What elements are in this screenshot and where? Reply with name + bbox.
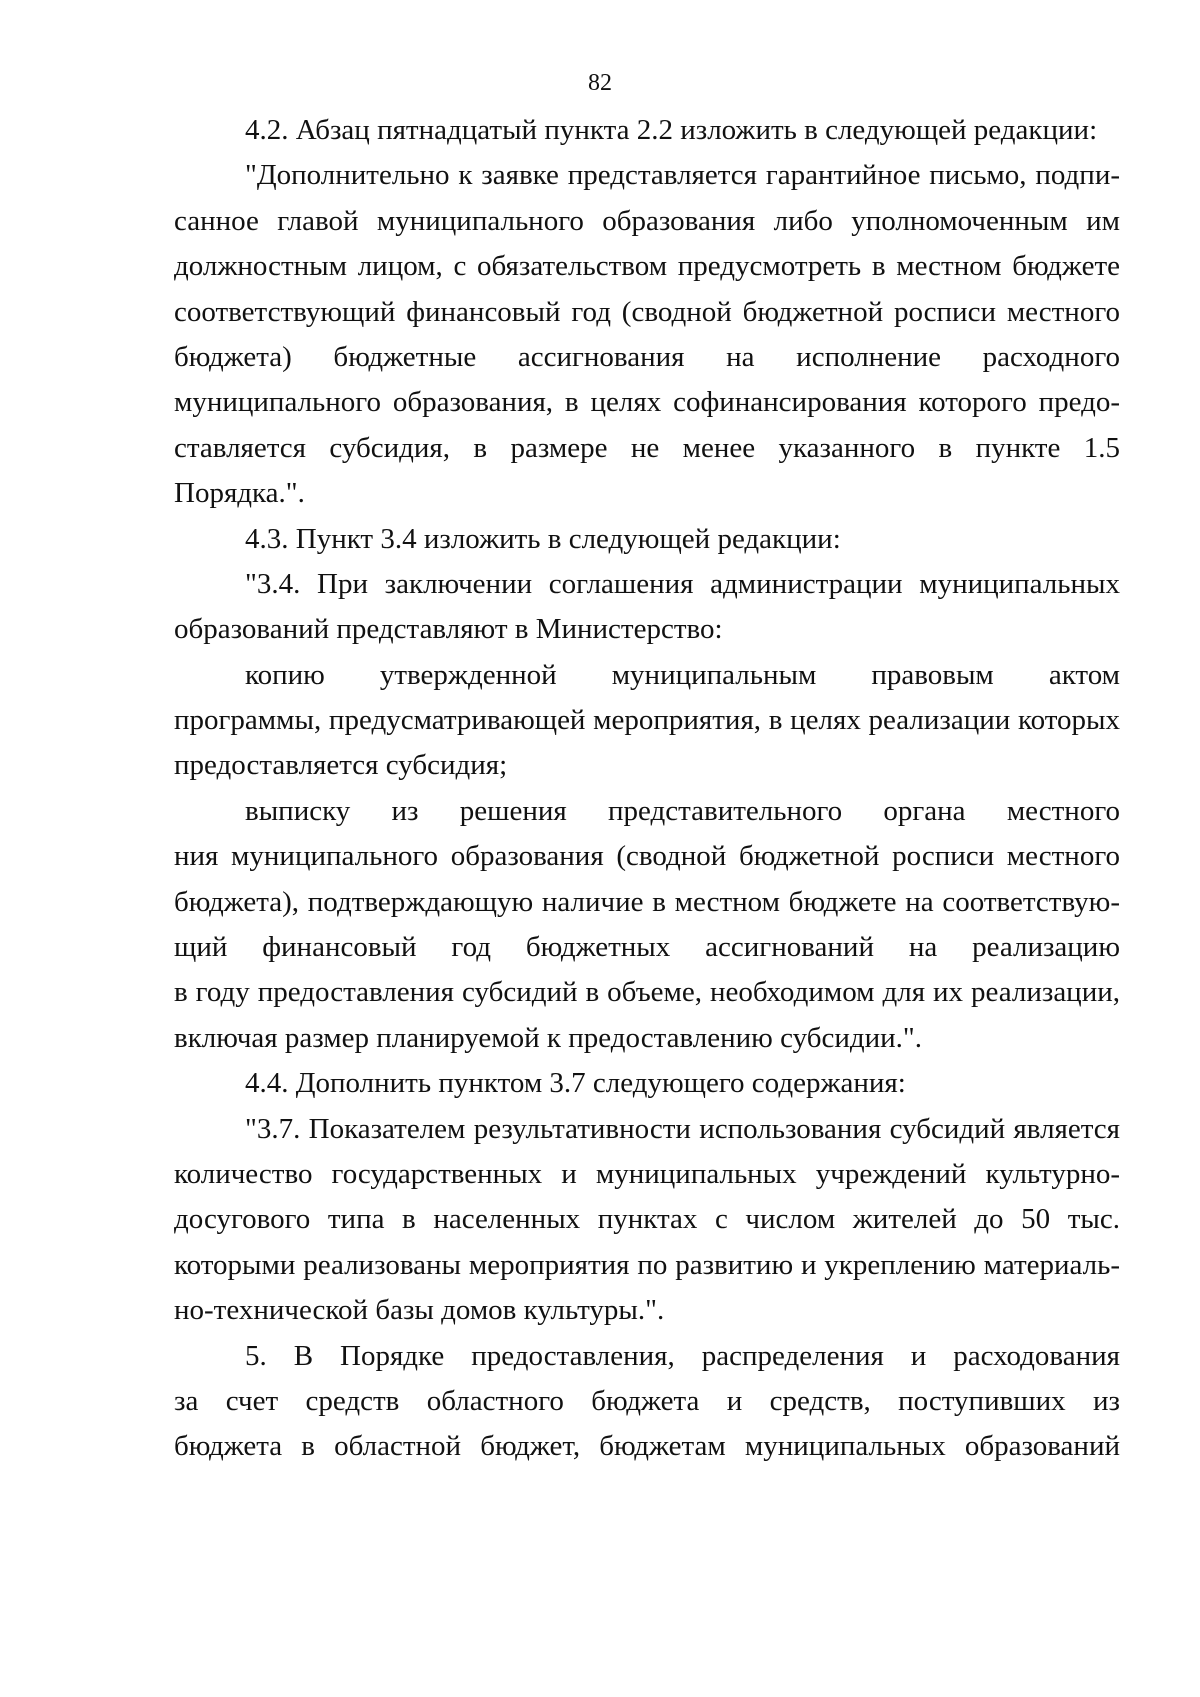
text-line: ставляется субсидия, в размере не менее указанного в пункте 1.5 [174, 431, 1120, 464]
text-line: бюджета) бюджетные ассигнования на исполнение расходного [174, 340, 1120, 373]
text-line: 4.3. Пункт 3.4 изложить в следующей редакции: [245, 522, 841, 555]
text-line: программы, предусматривающей мероприятия, в целях реализации которых [174, 704, 1120, 737]
text-line: санное главой муниципального образования либо уполномоченным им [174, 204, 1120, 237]
text-line: выписку из решения представительного органа местного [245, 794, 1120, 827]
text-line: щий финансовый год бюджетных ассигнований на реализацию [174, 931, 1120, 964]
text-line: досугового типа в населенных пунктах с числом жителей до 50 тыс. [174, 1203, 1120, 1236]
text-line: "Дополнительно к заявке представляется гарантийное письмо, подпи- [245, 159, 1120, 192]
document-body [174, 108, 1120, 1470]
text-line: но-технической базы домов культуры.". [174, 1294, 665, 1327]
text-line: 4.4. Дополнить пунктом 3.7 следующего содержания: [245, 1067, 906, 1100]
text-line: образований представляют в Министерство: [174, 613, 723, 646]
text-line: соответствующий финансовый год (сводной бюджетной росписи местного [174, 295, 1120, 328]
page-number: 82 [588, 70, 612, 96]
text-line: "3.4. При заключении соглашения администрации муниципальных [245, 567, 1120, 600]
text-line: "3.7. Показателем результативности использования субсидий является [245, 1112, 1120, 1145]
text-line: количество государственных и муниципальных учреждений культурно- [174, 1157, 1120, 1190]
text-line: за счет средств областного бюджета и средств, поступивших из [174, 1384, 1120, 1417]
text-line: муниципального образования, в целях софинансирования которого предо- [174, 386, 1120, 419]
text-line: бюджета), подтверждающую наличие в местном бюджете на соответствую- [174, 885, 1120, 918]
text-line: должностным лицом, с обязательством предусмотреть в местном бюджете [174, 250, 1120, 283]
text-line: предоставляется субсидия; [174, 749, 508, 782]
text-line: копию утвержденной муниципальным правовым актом [245, 658, 1120, 691]
text-line: которыми реализованы мероприятия по развитию и укреплению материаль- [174, 1248, 1120, 1281]
text-line: в году предоставления субсидий в объеме, необходимом для их реализации, [174, 976, 1120, 1009]
text-line: 4.2. Абзац пятнадцатый пункта 2.2 изложить в следующей редакции: [245, 114, 1098, 146]
text-line: 5. В Порядке предоставления, распределения и расходования [245, 1339, 1120, 1372]
text-line: бюджета в областной бюджет, бюджетам муниципальных образований [174, 1430, 1120, 1463]
text-line: ния муниципального образования (сводной бюджетной росписи местного [174, 840, 1120, 873]
text-line: Порядка.". [174, 477, 305, 510]
text-line: включая размер планируемой к предоставлению субсидии.". [174, 1021, 922, 1054]
